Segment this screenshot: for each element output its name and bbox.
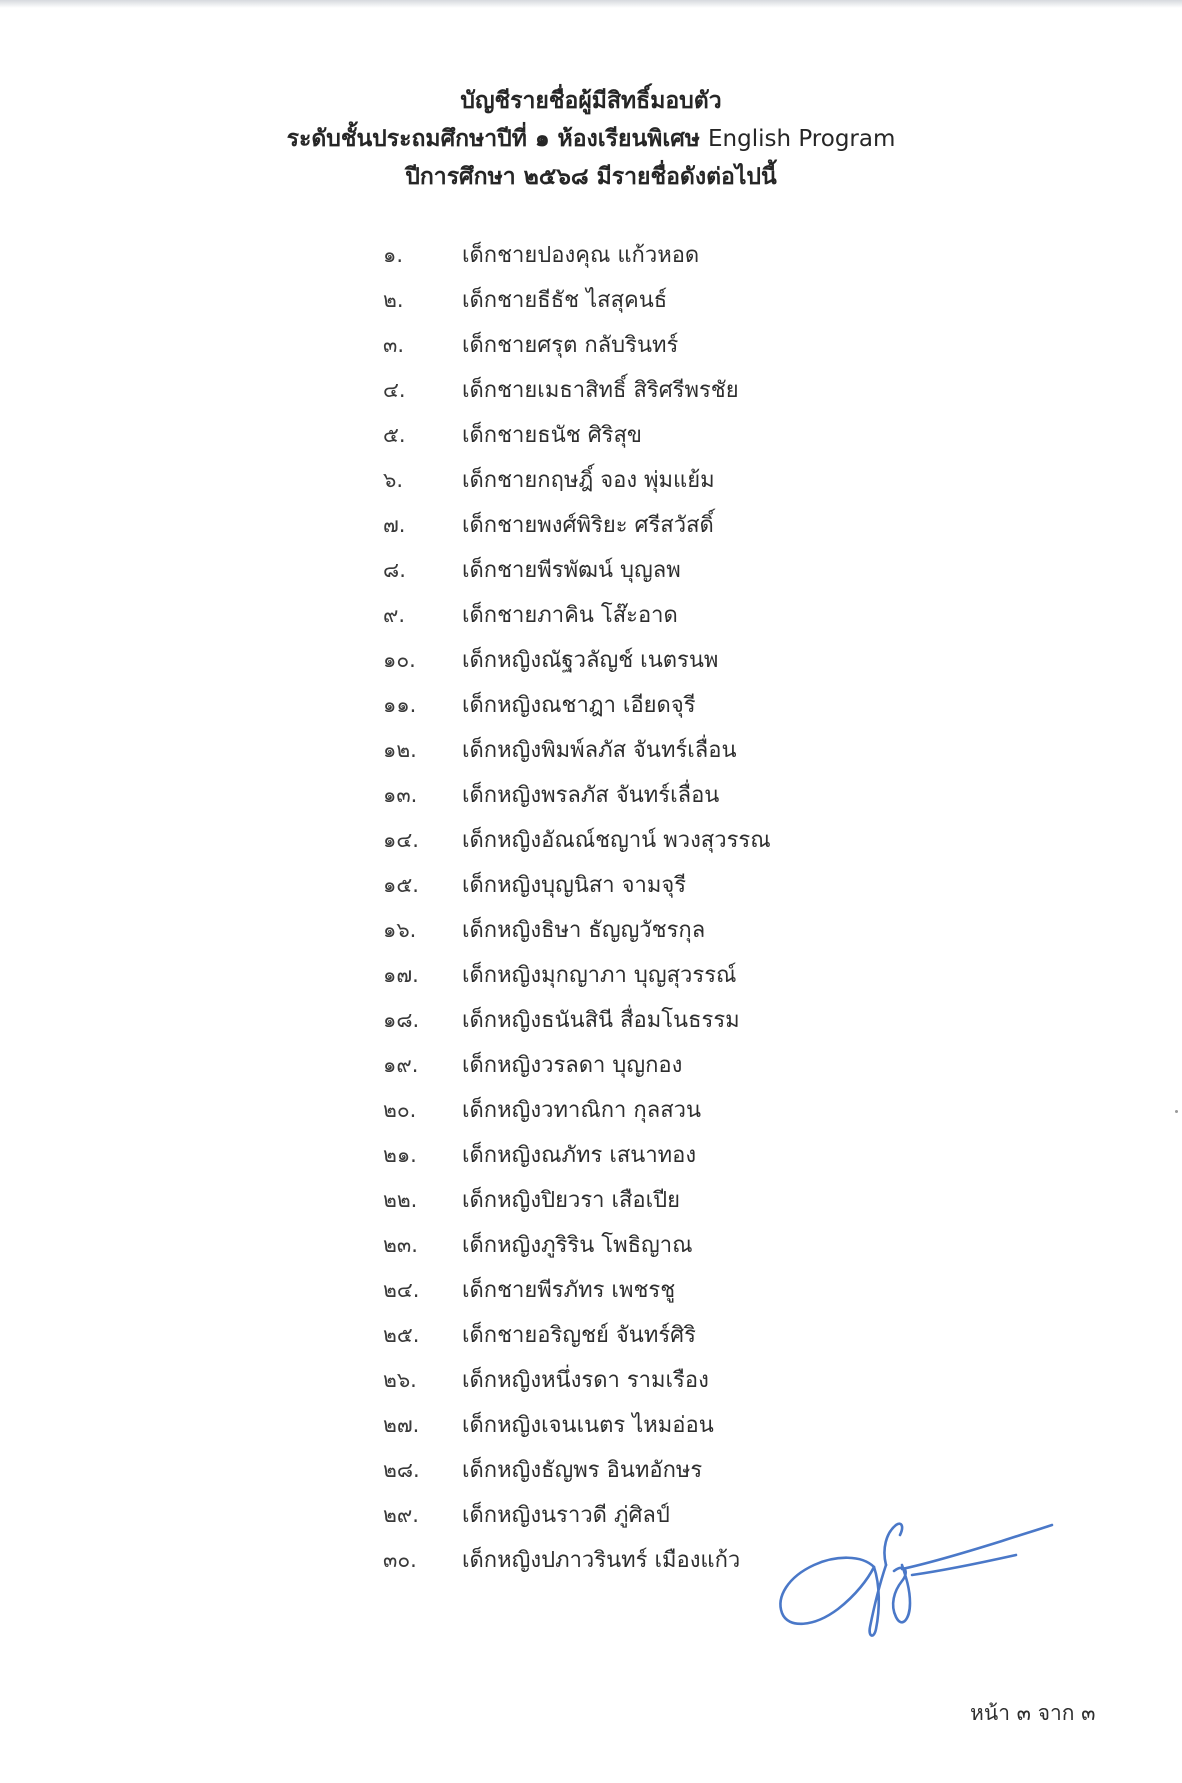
- student-number: ๑๒.: [383, 738, 417, 762]
- student-row: [0, 1088, 1182, 1133]
- header-level-text: ระดับชั้นประถมศึกษาปีที่ ๑ ห้องเรียนพิเศษ: [286, 126, 700, 152]
- student-name: เด็กหญิงธนันสินี สื่อมโนธรรม: [462, 1008, 740, 1033]
- student-row: [0, 953, 1182, 998]
- student-number: ๒๔.: [383, 1278, 420, 1302]
- header-title: บัญชีรายชื่อผู้มีสิทธิ์มอบตัว: [460, 88, 722, 114]
- student-row: [0, 1043, 1182, 1088]
- student-name: เด็กชายพงศ์พิริยะ ศรีสวัสดิ์: [462, 513, 714, 538]
- student-row: [0, 773, 1182, 818]
- scan-speck: [1175, 1110, 1178, 1113]
- student-row: [0, 638, 1182, 683]
- student-name: เด็กชายธนัช ศิริสุข: [462, 423, 642, 448]
- student-number: ๒๑.: [383, 1143, 417, 1167]
- student-name: เด็กชายธีธัช ไสสุคนธ์: [462, 288, 668, 313]
- student-name: เด็กชายพีรภัทร เพชรชู: [462, 1278, 676, 1303]
- header-subtitle: [0, 120, 1182, 158]
- student-number: ๑๑.: [383, 693, 417, 717]
- student-row: [0, 548, 1182, 593]
- student-number: ๘.: [383, 558, 406, 582]
- header-academic-year: ปีการศึกษา ๒๕๖๘ มีรายชื่อดังต่อไปนี้: [405, 164, 777, 190]
- student-number: ๑.: [383, 243, 404, 267]
- student-number: ๑๗.: [383, 963, 419, 987]
- student-row: [0, 1448, 1182, 1493]
- student-name: เด็กหญิงณภัทร เสนาทอง: [462, 1143, 697, 1168]
- student-name: เด็กหญิงบุญนิสา จามจุรี: [462, 873, 687, 898]
- student-row: [0, 1313, 1182, 1358]
- student-number: ๔.: [383, 378, 406, 402]
- student-name: เด็กชายศรุต กลับรินทร์: [462, 333, 679, 358]
- student-name: เด็กหญิงธิษา ธัญญวัชรกุล: [462, 918, 706, 943]
- student-row: [0, 863, 1182, 908]
- student-number: ๒๐.: [383, 1098, 417, 1122]
- student-name: เด็กชายปองคุณ แก้วหอด: [462, 243, 700, 268]
- student-number: ๑๐.: [383, 648, 416, 672]
- student-row: [0, 233, 1182, 278]
- student-name: เด็กชายภาคิน โส๊ะอาด: [462, 603, 678, 628]
- student-number: ๑๘.: [383, 1008, 420, 1032]
- student-row: [0, 503, 1182, 548]
- student-number: ๒๙.: [383, 1503, 419, 1527]
- student-name: เด็กหญิงภูริริน โพธิญาณ: [462, 1233, 693, 1258]
- student-number: ๒๘.: [383, 1458, 420, 1482]
- student-number: ๙.: [383, 603, 406, 627]
- student-row: [0, 1403, 1182, 1448]
- student-number: ๓.: [383, 333, 405, 357]
- header-program-text: English Program: [707, 126, 896, 152]
- student-row: [0, 1268, 1182, 1313]
- student-row: [0, 593, 1182, 638]
- student-number: ๑๓.: [383, 783, 418, 807]
- student-name: เด็กหญิงมุกญาภา บุญสุวรรณ์: [462, 963, 737, 988]
- student-row: [0, 908, 1182, 953]
- student-number: ๗.: [383, 513, 406, 537]
- student-number: ๑๙.: [383, 1053, 419, 1077]
- page-number: หน้า ๓ จาก ๓: [970, 1701, 1096, 1725]
- student-name: เด็กหญิงณัฐวลัญช์ เนตรนพ: [462, 648, 719, 673]
- student-row: [0, 458, 1182, 503]
- student-row: [0, 1358, 1182, 1403]
- student-number: ๒๓.: [383, 1233, 418, 1257]
- student-row: [0, 1133, 1182, 1178]
- student-number: ๑๔.: [383, 828, 419, 852]
- student-list: [0, 233, 1182, 1583]
- student-name: เด็กหญิงธัญพร อินทอักษร: [462, 1458, 703, 1483]
- student-name: เด็กหญิงปิยวรา เสือเปีย: [462, 1188, 681, 1213]
- scan-edge: [0, 0, 1182, 8]
- student-number: ๕.: [383, 423, 406, 447]
- signature-icon: [770, 1505, 1070, 1645]
- student-number: ๒.: [383, 288, 404, 312]
- student-number: ๒๒.: [383, 1188, 418, 1212]
- student-row: [0, 728, 1182, 773]
- student-number: ๒๕.: [383, 1323, 420, 1347]
- student-name: เด็กหญิงพรลภัส จันทร์เลื่อน: [462, 783, 720, 808]
- student-name: เด็กหญิงเจนเนตร ไหมอ่อน: [462, 1413, 714, 1438]
- student-row: [0, 278, 1182, 323]
- student-name: เด็กหญิงณชาฎา เอียดจุรี: [462, 693, 696, 718]
- student-number: ๑๖.: [383, 918, 417, 942]
- student-number: ๒๗.: [383, 1413, 420, 1437]
- student-row: [0, 368, 1182, 413]
- student-row: [0, 818, 1182, 863]
- student-name: เด็กชายอริญชย์ จันทร์ศิริ: [462, 1323, 696, 1348]
- student-name: เด็กชายเมธาสิทธิ์ สิริศรีพรชัย: [462, 378, 739, 403]
- student-name: เด็กหญิงอัณณ์ชญาน์ พวงสุวรรณ: [462, 828, 771, 853]
- student-row: [0, 413, 1182, 458]
- student-row: [0, 683, 1182, 728]
- student-name: เด็กชายพีรพัฒน์ บุญลพ: [462, 558, 681, 583]
- document-header: [0, 82, 1182, 196]
- student-row: [0, 1178, 1182, 1223]
- student-row: [0, 323, 1182, 368]
- student-number: ๖.: [383, 468, 404, 492]
- student-name: เด็กหญิงปภาวรินทร์ เมืองแก้ว: [462, 1548, 741, 1573]
- student-name: เด็กหญิงพิมพ์ลภัส จันทร์เลื่อน: [462, 738, 737, 763]
- student-name: เด็กหญิงวรลดา บุญกอง: [462, 1053, 683, 1078]
- student-row: [0, 1223, 1182, 1268]
- student-name: เด็กหญิงนราวดี ภู่ศิลป์: [462, 1503, 670, 1528]
- student-name: เด็กชายกฤษฎิ์ จอง พุ่มแย้ม: [462, 468, 715, 493]
- student-number: ๑๕.: [383, 873, 419, 897]
- student-number: ๓๐.: [383, 1548, 417, 1572]
- student-name: เด็กหญิงหนึ่งรดา รามเรือง: [462, 1368, 709, 1393]
- student-name: เด็กหญิงวทาณิกา กุลสวน: [462, 1098, 702, 1123]
- student-number: ๒๖.: [383, 1368, 417, 1392]
- student-row: [0, 998, 1182, 1043]
